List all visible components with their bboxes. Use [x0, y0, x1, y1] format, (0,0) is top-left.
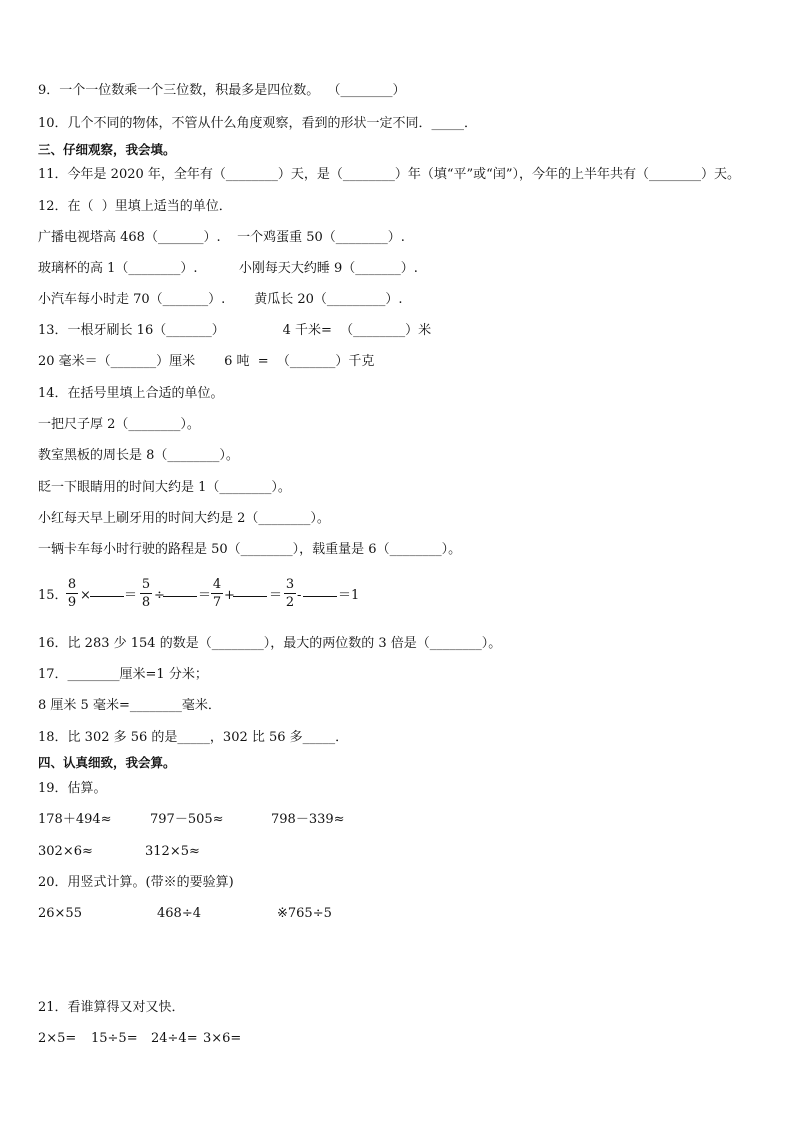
estimate-item: 178＋494≈	[38, 812, 112, 827]
question-14-row-e: 一辆卡车每小时行驶的路程是 50（________），载重量是 6（________）。	[38, 542, 462, 557]
question-19: 19．估算。	[38, 781, 107, 796]
question-13: 13．一根牙刷长 16（_______） 4 千米= （________）米	[38, 323, 432, 338]
question-15-result: ＝1	[338, 588, 360, 603]
answer-blank-4[interactable]	[303, 596, 337, 597]
estimate-item: 798－339≈	[271, 812, 345, 827]
question-14-row-d: 小红每天早上刷牙用的时间大约是 2（________）。	[38, 511, 330, 526]
answer-blank-3[interactable]	[233, 596, 267, 597]
fraction-3-denominator: 7	[212, 595, 222, 610]
estimate-item: 797－505≈	[150, 812, 224, 827]
fraction-1-denominator: 9	[67, 595, 77, 610]
quick-calc-item: 24÷4=	[151, 1031, 198, 1046]
equals-sign-2: ＝	[198, 588, 212, 603]
question-14-row-b: 教室黑板的周长是 8（________）。	[38, 448, 239, 463]
question-17-row-b: 8 厘米 5 毫米=________毫米．	[38, 698, 221, 713]
fraction-3	[211, 577, 223, 610]
section-3-heading: 三、仔细观察，我会填。	[38, 142, 176, 157]
fraction-4-numerator: 3	[285, 577, 295, 592]
fraction-4-denominator: 2	[285, 595, 295, 610]
question-18: 18．比 302 多 56 的是_____，302 比 56 多_____．	[38, 730, 349, 745]
fraction-3-numerator: 4	[212, 577, 222, 592]
section-4-heading: 四、认真细致，我会算。	[38, 755, 176, 770]
quick-calc-item: 2×5=	[38, 1031, 77, 1046]
question-21: 21．看谁算得又对又快．	[38, 1000, 185, 1015]
question-14-row-c: 眨一下眼睛用的时间大约是 1（________）。	[38, 480, 291, 495]
fraction-2-denominator: 8	[141, 595, 151, 610]
vertical-calc-item: 26×55	[38, 906, 82, 921]
equals-sign-3: ＝	[269, 588, 283, 603]
fraction-4	[284, 577, 296, 610]
question-12: 12．在（ ）里填上适当的单位．	[38, 199, 232, 214]
operator-minus: -	[297, 588, 302, 603]
answer-blank-2[interactable]	[163, 596, 197, 597]
question-14-row-a: 一把尺子厚 2（________）。	[38, 417, 200, 432]
question-12-row-c: 小汽车每小时走 70（_______）. 黄瓜长 20（_________）.	[38, 292, 403, 307]
fraction-2	[140, 577, 152, 610]
question-15-label: 15．	[38, 588, 68, 603]
question-20: 20．用竖式计算。(带※的要验算)	[38, 875, 234, 890]
fraction-1	[66, 577, 78, 610]
vertical-calc-item: ※765÷5	[277, 906, 332, 921]
question-9: 9．一个一位数乘一个三位数，积最多是四位数。 （________）	[38, 83, 406, 98]
operator-divide: ÷	[154, 588, 165, 603]
fraction-1-numerator: 8	[67, 577, 77, 592]
question-17: 17．________厘米=1 分米；	[38, 667, 208, 682]
quick-calc-item: 15÷5=	[91, 1031, 138, 1046]
answer-blank-1[interactable]	[90, 596, 124, 597]
estimate-item: 302×6≈	[38, 844, 93, 859]
question-13-row-b: 20 毫米＝（_______）厘米 6 吨 = （_______）千克	[38, 354, 375, 369]
vertical-calc-item: 468÷4	[157, 906, 201, 921]
fraction-2-numerator: 5	[141, 577, 151, 592]
question-16: 16．比 283 少 154 的数是（________），最大的两位数的 3 倍是（________）。	[38, 636, 502, 651]
question-14: 14．在括号里填上合适的单位。	[38, 386, 224, 401]
operator-plus: +	[224, 588, 235, 603]
question-10: 10．几个不同的物体，不管从什么角度观察，看到的形状一定不同．_____．	[38, 116, 478, 131]
estimate-item: 312×5≈	[145, 844, 200, 859]
question-11: 11．今年是 2020 年，全年有（________）天，是（________）年（填“平”或“闰”），今年的上半年共有（________）天。	[38, 167, 740, 182]
quick-calc-item: 3×6=	[203, 1031, 242, 1046]
question-12-row-b: 玻璃杯的高 1（________）. 小刚每天大约睡 9（_______）.	[38, 261, 418, 276]
operator-multiply: ×	[80, 588, 91, 603]
equals-sign-1: ＝	[124, 588, 138, 603]
question-12-row-a: 广播电视塔高 468（_______）. 一个鸡蛋重 50（________）.	[38, 230, 405, 245]
